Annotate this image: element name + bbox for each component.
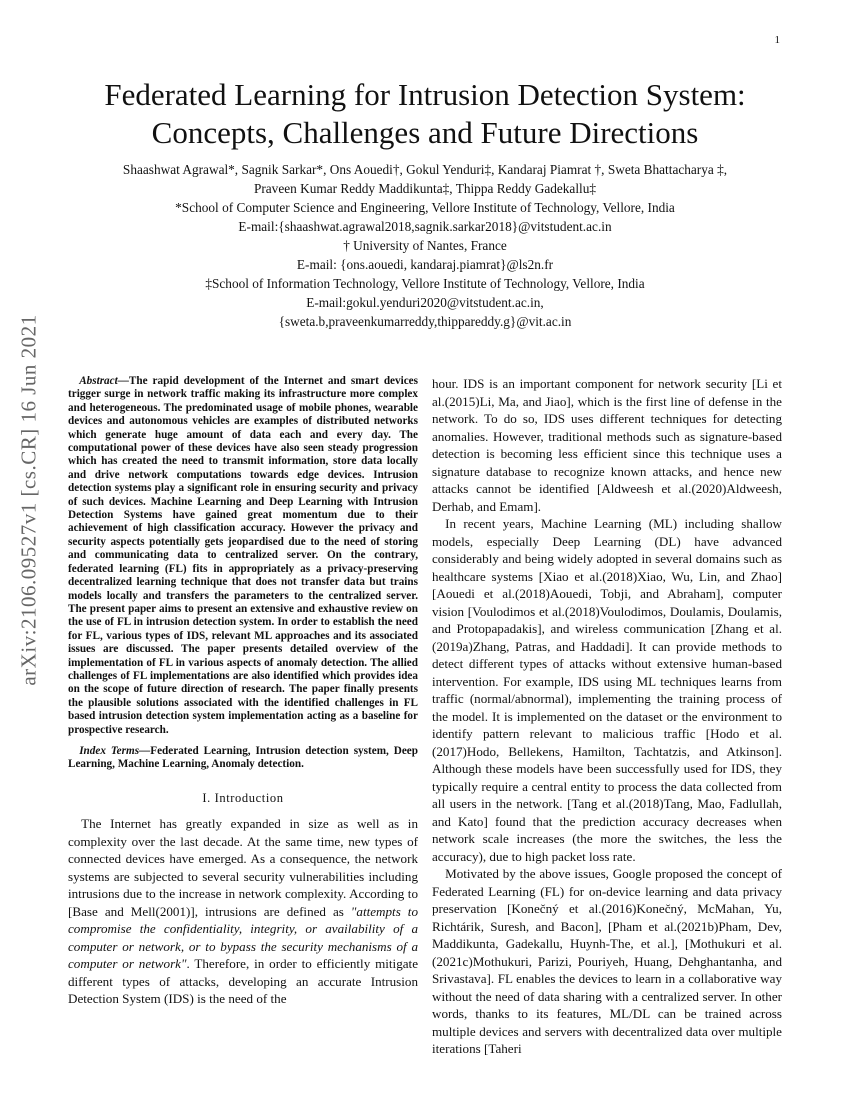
page-number: 1: [774, 34, 780, 46]
email-line: E-mail: {ons.aouedi, kandaraj.piamrat}@ls2n.fr: [296, 257, 554, 272]
title-line-2: Concepts, Challenges and Future Directions: [151, 115, 699, 150]
index-terms-label: Index Terms—: [79, 744, 151, 757]
affiliation-line: *School of Computer Science and Engineering, Vellore Institute of Technology, Vellore, India: [175, 200, 675, 215]
abstract-text: The rapid development of the Internet and smart devices trigger surge in network traffic making its infrastructure more complex and heterogeneous. The predominated usage of mobile phones, wearable devices and autonomous vehicles are examples of distributed networks which generate huge amount of data each and every day. The computational power of these devices have also seen steady progression which has created the need to transmit information, store data locally and drive network computations towards edge devices. Intrusion detection systems play a significant role in ensuring security and privacy of such devices. Machine Learning and Deep Learning with Intrusion Detection Systems have gained great momentum due to their achievement of high classification accuracy. However the privacy and security aspects potentially gets jeopardised due to the need of storing and communicating data to centralized server. On the contrary, federated learning (FL) fits in appropriately as a privacy-preserving decentralized learning technique that does not transfer data but trains models locally and transfers the parameters to the centralized server. The present paper aims to present an extensive and exhaustive review on the use of FL in intrusion detection system. In order to establish the need for FL, various types of IDS, relevant ML approaches and its associated issues are discussed. The paper presents detailed overview of the implementation of FL in various aspects of anomaly detection. The allied challenges of FL implementations are also identified which provides idea on the scope of future direction of research. The paper finally presents the plausible solutions associated with the identified challenges in FL based intrusion detection system implementation acting as a baseline for prospective research.: [68, 375, 418, 736]
affiliation-line: † University of Nantes, France: [343, 238, 507, 253]
email-line: E-mail:{shaashwat.agrawal2018,sagnik.sarkar2018}@vitstudent.ac.in: [238, 219, 612, 234]
body-paragraph: hour. IDS is an important component for network security [Li et al.(2015)Li, Ma, and Jiao], which is the first line of defense in the network. To do so, IDS uses different techniques for detecting anomalies. However, traditional methods such as signature-based detection is becoming less efficient since this technique uses a signature database to recognize known attacks, and hence new attacks cannot be identified [Aldweesh et al.(2020)Aldweesh, Derhab, and Emam].: [432, 376, 782, 514]
arxiv-watermark: [4, 300, 54, 700]
intro-text-end: . Therefore, in order to efficiently mitigate different types of attacks, developing an accurate Intrusion Detection System (IDS) is the need of the: [68, 956, 419, 1007]
abstract-label: Abstract—: [79, 375, 129, 387]
affiliation-line: ‡School of Information Technology, Vellore Institute of Technology, Vellore, India: [205, 276, 645, 291]
arxiv-id: arXiv:2106.09527v1 [cs.CR] 16 Jun 2021: [16, 314, 41, 686]
email-line: {sweta.b,praveenkumarreddy,thippareddy.g}@vit.ac.in: [278, 314, 572, 329]
body-paragraph: Motivated by the above issues, Google proposed the concept of Federated Learning (FL) for on-device learning and data privacy preservation [Konečný et al.(2016)Konečný, McMahan, Yu, Richtárik, Suresh, and Bacon], [Pham et al.(2021b)Pham, Dev, Maddikunta, Gadekallu, Huynh-The, et al.], [Mothukuri et al.(2021c)Mothukuri, Parizi, Pouriyeh, Huang, Dehghantanha, and Srivastava]. FL enables the devices to learn in a collaborative way without the need of data sharing with a centralized server. In other words, thanks to its features, ML/DL can be trained across multiple devices and servers with decentralized data over multiple iterations [Taheri: [432, 866, 782, 1056]
intro-quote: "attempts to compromise the confidentiality, integrity, or availability of a computer or network, or to bypass the security mechanisms of a computer or network": [68, 903, 418, 972]
author-line: Shaashwat Agrawal*, Sagnik Sarkar*, Ons Aouedi†, Gokul Yenduri‡, Kandaraj Piamrat †, Sweta Bhattacharya ‡,: [122, 162, 728, 177]
index-terms: [68, 745, 418, 772]
intro-text: The Internet has greatly expanded in size as well as in complexity over the last decade. At the same time, new types of connected devices have emerged. As a consequence, the network systems are subjected to several security vulnerabilities including intrusions due to the increase in network complexity. According to [Base and Mell(2001)], intrusions are defined as: [68, 816, 418, 919]
title-line-1: Federated Learning for Intrusion Detection System:: [104, 77, 746, 112]
body-paragraph: In recent years, Machine Learning (ML) including shallow models, especially Deep Learning (DL) have advanced considerably and being widely adopted in several domains such as healthcare systems [Xiao et al.(2018)Xiao, Wu, Lin, and Zhao] [Aouedi et al.(2018)Aouedi, Tobji, and Abraham], computer vision [Voulodimos et al.(2018)Voulodimos, Doulamis, Doulamis, and Protopapadakis], and wireless communication [Zhang et al.(2019a)Zhang, Patras, and Haddadi]. It can provide methods to detect different types of attacks without extensive human-based intervention. For example, IDS using ML techniques learns from traffic (normal/abnormal), implementing the training process of the model. It is implemented on the dataset or the environment to identify pattern relevant to malicious traffic [Hodo et al.(2017)Hodo, Bellekens, Hamilton, Tachtatzis, and Atkinson]. Although these models have been successfully used for IDS, they typically require a central entity to process the data collected from all users in the network. [Tang et al.(2018)Tang, Mao, Fadlullah, and Kato] found that the prediction accuracy decreases when network scale increases (the more the switches, the less the accuracy), due to high packet loss rate.: [432, 516, 782, 864]
email-line: E-mail:gokul.yenduri2020@vitstudent.ac.in,: [306, 295, 544, 310]
section-heading: I. Introduction: [202, 790, 284, 805]
author-line: Praveen Kumar Reddy Maddikunta‡, Thippa Reddy Gadekallu‡: [253, 181, 597, 196]
right-column: [432, 375, 782, 1058]
abstract: [68, 375, 418, 737]
intro-paragraph: [68, 815, 418, 1008]
left-column: [68, 375, 418, 1008]
author-block: [40, 160, 810, 331]
index-terms-text: Federated Learning, Intrusion detection system, Deep Learning, Machine Learning, Anomaly detection.: [68, 744, 418, 771]
paper-title: [40, 76, 810, 152]
